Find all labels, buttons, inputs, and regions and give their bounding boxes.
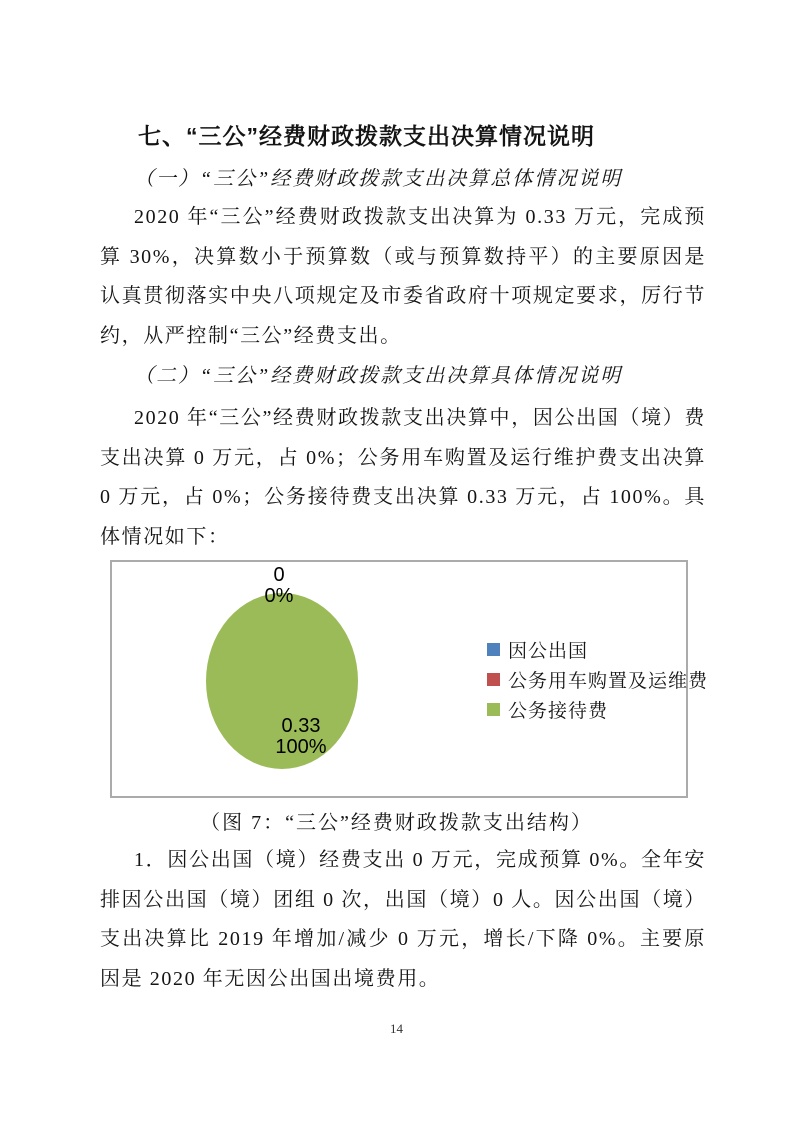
pie-data-label-bottom <box>270 716 332 758</box>
subheading-2: （二）“三公”经费财政拨款支出决算具体情况说明 <box>134 365 623 387</box>
paragraph-detail: 2020 年“三公”经费财政拨款支出决算中，因公出国（境）费支出决算 0 万元，占 0%；公务用车购置及运行维护费支出决算 0 万元，占 0%；公务接待费支出决算 0.33 万元，占 100%。具体情况如下： <box>100 407 706 548</box>
pie-bottom-value: 0.33 <box>281 715 321 737</box>
pie-data-label-top <box>248 565 310 607</box>
pie-top-value: 0 <box>273 564 285 586</box>
pie-top-percent: 0% <box>264 585 294 607</box>
legend-item-reception <box>487 694 708 724</box>
legend-label: 因公出国 <box>508 640 589 662</box>
page-number: 14 <box>390 1021 403 1036</box>
pie-bottom-percent: 100% <box>275 736 327 758</box>
figure-7-pie-chart <box>110 560 709 798</box>
chart-legend <box>487 634 708 724</box>
subheading-1: （一）“三公”经费财政拨款支出决算总体情况说明 <box>134 168 623 190</box>
paragraph-overview: 2020 年“三公”经费财政拨款支出决算为 0.33 万元，完成预算 30%，决算数小于预算数（或与预算数持平）的主要原因是认真贯彻落实中央八项规定及市委省政府十项规定要求，厉行节约，从严控制“三公”经费支出。 <box>100 206 706 347</box>
legend-swatch-green <box>487 703 500 716</box>
section-heading: 七、“三公”经费财政拨款支出决算情况说明 <box>138 123 595 149</box>
legend-item-abroad <box>487 634 708 664</box>
legend-swatch-blue <box>487 643 500 656</box>
legend-swatch-red <box>487 673 500 686</box>
legend-label: 公务用车购置及运维费 <box>508 670 709 692</box>
legend-label: 公务接待费 <box>508 700 609 722</box>
paragraph-item-1: 1．因公出国（境）经费支出 0 万元，完成预算 0%。全年安排因公出国（境）团组 0 次，出国（境）0 人。因公出国（境）支出决算比 2019 年增加/减少 0 万元，增长/下降 0%。主要原因是 2020 年无因公出国出境费用。 <box>100 849 706 990</box>
legend-item-vehicle <box>487 664 708 694</box>
figure-caption: （图 7：“三公”经费财政拨款支出结构） <box>200 812 593 834</box>
